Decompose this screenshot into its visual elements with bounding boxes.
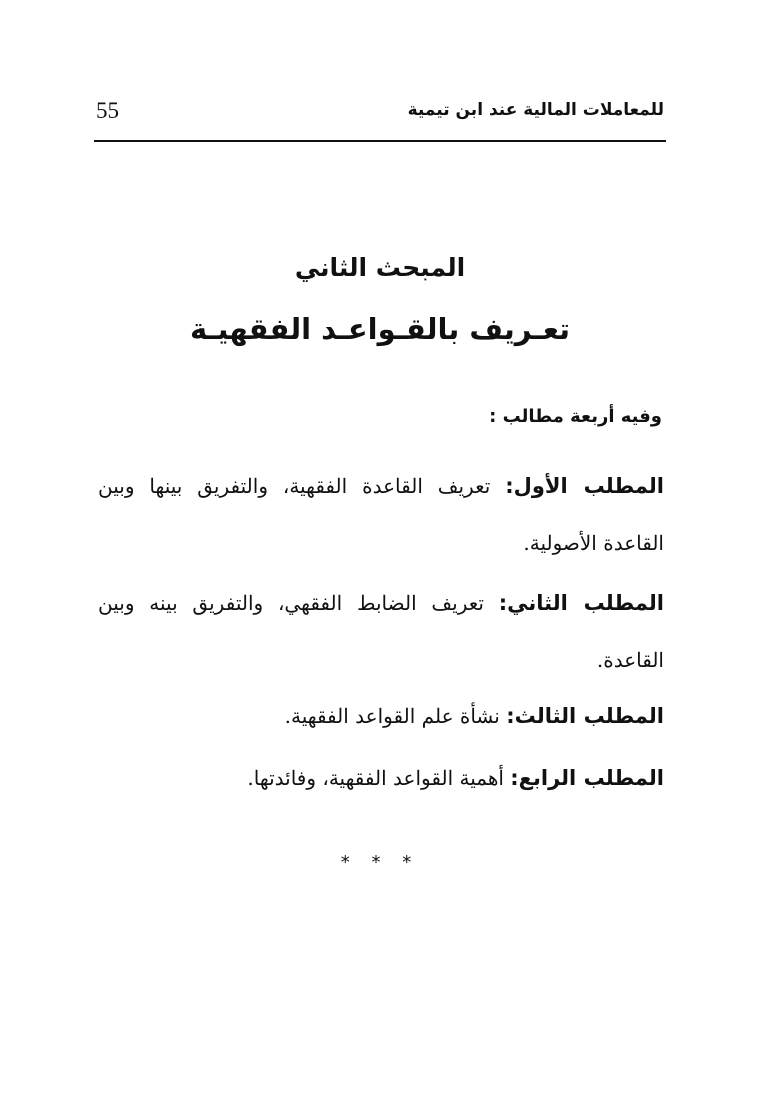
topic-text: نشأة علم القواعد الفقهية. — [284, 704, 500, 728]
topic-text: تعريف القاعدة الفقهية، والتفريق بينها وبين القاعدة الأصولية. — [98, 474, 664, 555]
topic-label: المطلب الأول: — [505, 474, 664, 498]
running-title: للمعاملات المالية عند ابن تيمية — [407, 100, 664, 120]
topic-item — [98, 750, 664, 807]
page-number: 55 — [96, 98, 119, 123]
topic-text: تعريف الضابط الفقهي، والتفريق بينه وبين القاعدة. — [98, 591, 664, 672]
topic-label: المطلب الثاني: — [498, 591, 664, 615]
intro-line: وفيه أربعة مطالب : — [489, 406, 662, 427]
section-heading: المبحث الثاني — [294, 253, 466, 282]
topic-item — [98, 575, 664, 689]
section-separator: * * * — [340, 852, 420, 873]
topic-item — [98, 688, 664, 745]
topic-label: المطلب الثالث: — [506, 704, 664, 728]
topic-label: المطلب الرابع: — [510, 766, 664, 790]
section-subheading: تعـريف بالقـواعـد الفقهيـة — [190, 312, 570, 346]
page-header — [94, 92, 666, 142]
topic-text: أهمية القواعد الفقهية، وفائدتها. — [247, 766, 504, 790]
topic-item — [98, 458, 664, 572]
